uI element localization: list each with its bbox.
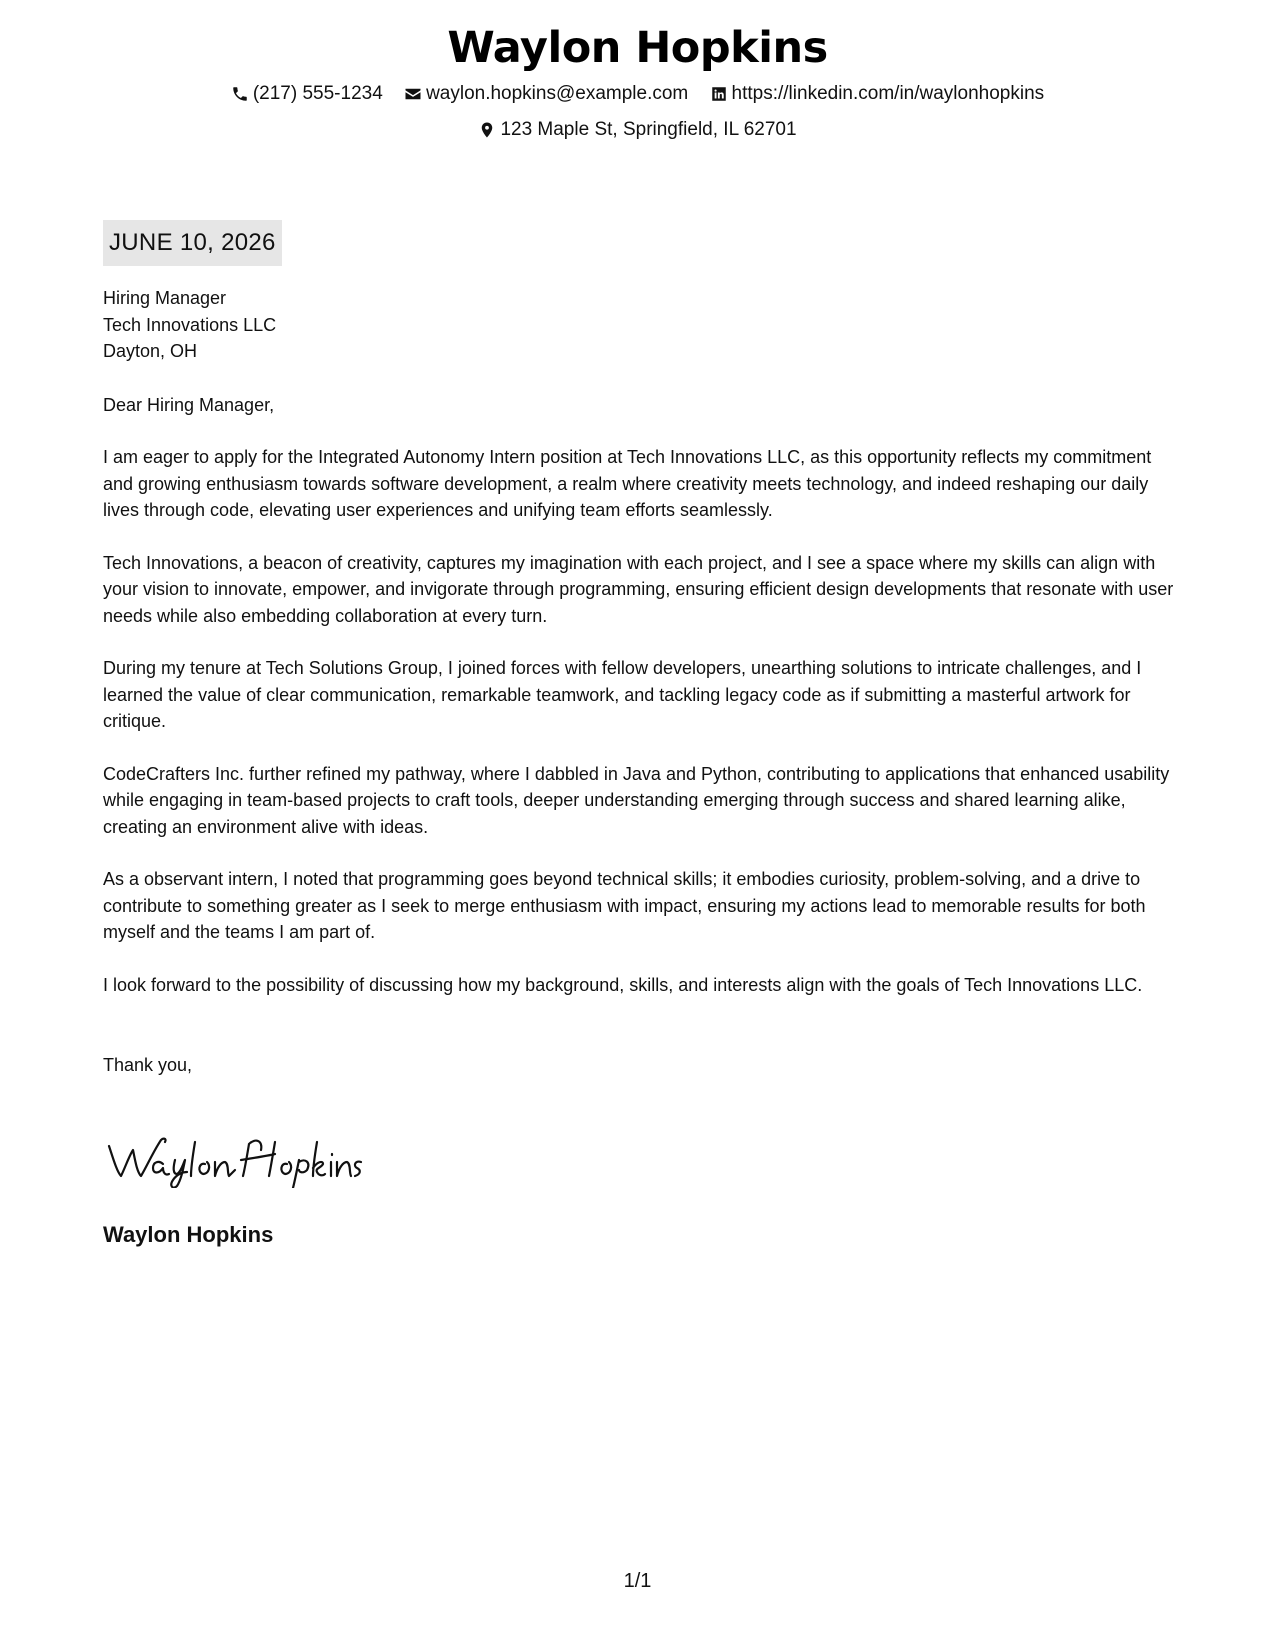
letter-body	[103, 285, 1178, 1079]
phone-icon	[231, 85, 249, 103]
contact-linkedin[interactable]	[710, 78, 1045, 110]
linkedin-icon	[710, 85, 728, 103]
recipient-location: Dayton, OH	[103, 341, 198, 361]
map-pin-icon	[478, 121, 496, 139]
body-paragraph: As a observant intern, I noted that programming goes beyond technical skills; it embodies curiosity, problem-solving, and a drive to contribute to something greater as I seek to merge enthusiasm with impact, ensuring my actions lead to memorable results for both myself and the teams I am part of.	[103, 869, 1146, 942]
body-paragraph: CodeCrafters Inc. further refined my pathway, where I dabbled in Java and Python, contributing to applications that enhanced usability while engaging in team-based projects to craft tools, deeper understanding emerging through success and shared learning alike, creating an environment alive with ideas.	[103, 763, 1170, 837]
address-text: 123 Maple St, Springfield, IL 62701	[500, 119, 797, 140]
phone-text: (217) 555-1234	[252, 83, 383, 104]
body-paragraph: I am eager to apply for the Integrated Autonomy Intern position at Tech Innovations LLC, as this opportunity reflects my commitment and growing enthusiasm towards software development, a realm where creativity meets technology, and indeed reshaping our daily lives through code, elevating user experiences and unifying team efforts seamlessly.	[103, 447, 1152, 520]
contact-email[interactable]	[404, 78, 688, 110]
recipient-block	[103, 285, 1178, 365]
envelope-icon	[404, 85, 422, 103]
body-paragraph: Tech Innovations, a beacon of creativity, captures my imagination with each project, and I see a space where my skills can align with your vision to innovate, empower, and invigorate through programming, ensuring efficient design developments that resonate with user needs while also embedding collaboration at every turn.	[103, 552, 1174, 626]
letter-header	[0, 18, 1275, 150]
salutation: Dear Hiring Manager,	[103, 394, 275, 415]
contact-address	[478, 114, 796, 146]
body-paragraph: I look forward to the possibility of discussing how my background, skills, and interests align with the goals of Tech Innovations LLC.	[103, 974, 1143, 995]
recipient-title: Hiring Manager	[103, 288, 227, 308]
contact-row-secondary	[0, 114, 1275, 150]
contact-phone	[231, 78, 383, 110]
recipient-company: Tech Innovations LLC	[103, 314, 277, 335]
email-text[interactable]: waylon.hopkins@example.com	[426, 83, 689, 104]
signer-name: Waylon Hopkins	[103, 1222, 274, 1247]
closing: Thank you,	[103, 1055, 193, 1075]
linkedin-text[interactable]: https://linkedin.com/in/waylonhopkins	[731, 83, 1045, 104]
applicant-name: Waylon Hopkins	[447, 23, 828, 73]
contact-row-primary	[0, 78, 1275, 114]
handwritten-signature	[103, 1128, 363, 1188]
page-number: 1/1	[623, 1570, 652, 1592]
body-paragraph: During my tenure at Tech Solutions Group, I joined forces with fellow developers, unearthing solutions to intricate challenges, and I learned the value of clear communication, remarkable teamwork, and tackling legacy code as if submitting a masterful artwork for critique.	[103, 658, 1142, 731]
letter-date: JUNE 10, 2026	[103, 220, 282, 266]
